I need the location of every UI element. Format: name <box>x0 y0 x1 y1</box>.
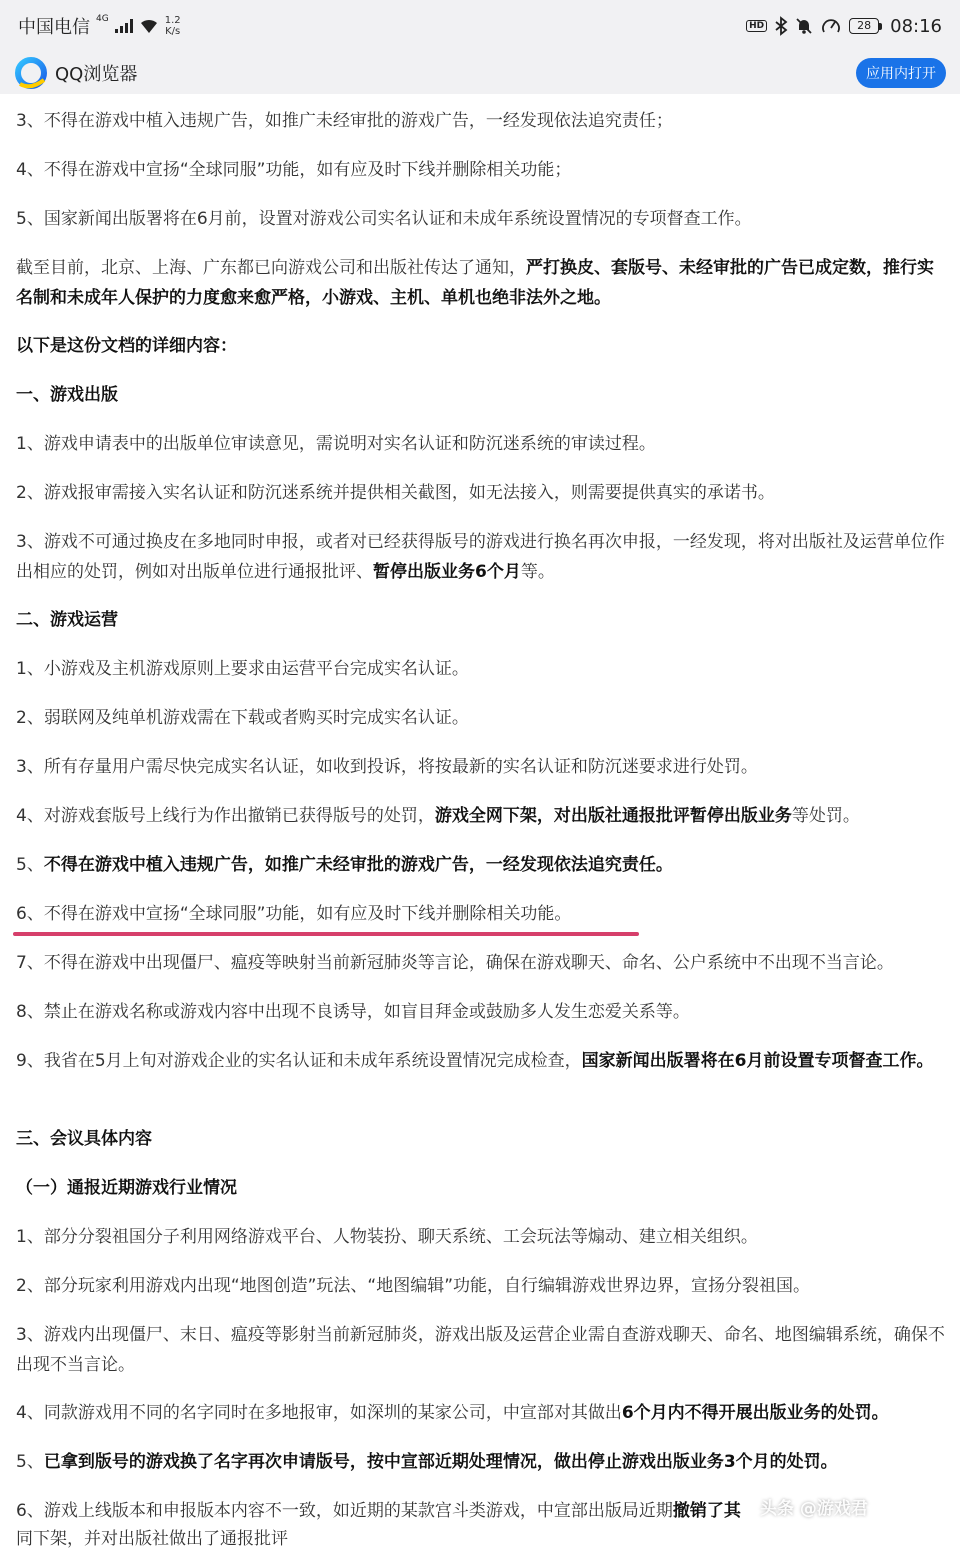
paragraph-bold-text: 已拿到版号的游戏换了名字再次申请版号，按中宣部近期处理情况，做出停止游戏出版业务3个月的处罚。 <box>43 1452 838 1472</box>
paragraph-text: 5、 <box>16 855 44 875</box>
paragraph: 7、不得在游戏中出现僵尸、瘟疫等映射当前新冠肺炎等言论，确保在游戏聊天、命名、公户系统中不出现不当言论。 <box>16 953 894 973</box>
paragraph <box>16 850 946 880</box>
paragraph-text: 4、同款游戏用不同的名字同时在多地报审，如深圳的某家公司，中宣部对其做出 <box>16 1403 622 1423</box>
section-heading: 二、游戏运营 <box>16 610 118 630</box>
paragraph-text: 5、 <box>16 1452 44 1472</box>
paragraph: 3、游戏内出现僵尸、末日、瘟疫等影射当前新冠肺炎，游戏出版及运营企业需自查游戏聊天、命名、地图编辑系统，确保不出现不当言论。 <box>16 1325 945 1375</box>
paragraph <box>16 253 946 313</box>
paragraph: 2、游戏报审需接入实名认证和防沉迷系统并提供相关截图，如无法接入，则需要提供真实的承诺书。 <box>16 483 775 503</box>
status-bar <box>0 0 960 52</box>
speed-value: 1.2 <box>164 15 181 26</box>
watermark: 头条 @游戏君 <box>760 1499 868 1519</box>
status-right <box>746 16 942 37</box>
section-heading: 三、会议具体内容 <box>16 1129 152 1149</box>
paragraph-bold-text: 国家新闻出版署将在6月前设置专项督查工作。 <box>581 1051 934 1071</box>
carrier-label: 中国电信 <box>18 17 90 38</box>
paragraph-text: 等处罚。 <box>791 806 860 826</box>
paragraph: 同下架，并对出版社做出了通报批评 <box>16 1529 288 1549</box>
article-content <box>0 94 960 1549</box>
wifi-icon <box>139 18 159 34</box>
paragraph: 2、部分玩家利用游戏内出现“地图创造”玩法、“地图编辑”功能，自行编辑游戏世界边界，宣扬分裂祖国。 <box>16 1276 811 1296</box>
paragraph: 1、部分分裂祖国分子利用网络游戏平台、人物装扮、聊天系统、工会玩法等煽动、建立相关组织。 <box>16 1227 758 1247</box>
browser-bar <box>0 52 960 94</box>
status-left <box>18 13 181 39</box>
section-heading: 一、游戏出版 <box>16 385 118 405</box>
clock: 08:16 <box>890 15 942 37</box>
paragraph <box>16 527 946 587</box>
paragraph <box>16 1398 946 1428</box>
paragraph: 1、小游戏及主机游戏原则上要求由运营平台完成实名认证。 <box>16 659 469 679</box>
paragraph: 以下是这份文档的详细内容： <box>16 336 237 356</box>
paragraph-bold-text: 撤销了其 <box>672 1501 741 1521</box>
paragraph-bold-text: 暂停出版业务6个月 <box>373 562 521 582</box>
open-in-app-button[interactable]: 应用内打开 <box>856 58 946 88</box>
battery-level: 28 <box>849 18 879 34</box>
network-type-label: 4G <box>96 14 109 24</box>
paragraph <box>16 1046 946 1076</box>
highlight-underline <box>13 932 639 936</box>
paragraph: 1、游戏申请表中的出版单位审读意见，需说明对实名认证和防沉迷系统的审读过程。 <box>16 434 656 454</box>
paragraph <box>16 1447 946 1477</box>
subsection-heading: （一）通报近期游戏行业情况 <box>16 1178 237 1198</box>
battery-icon <box>849 18 882 34</box>
paragraph: 3、所有存量用户需尽快完成实名认证，如收到投诉，将按最新的实名认证和防沉迷要求进行处罚。 <box>16 757 758 777</box>
paragraph-text: 9、我省在5月上旬对游戏企业的实名认证和未成年系统设置情况完成检查， <box>16 1051 582 1071</box>
paragraph: 6、不得在游戏中宣扬“全球同服”功能，如有应及时下线并删除相关功能。 <box>16 904 572 924</box>
speed-unit: K/s <box>165 26 181 37</box>
paragraph: 4、不得在游戏中宣扬“全球同服”功能，如有应及时下线并删除相关功能； <box>16 160 572 180</box>
mute-bell-icon <box>795 17 813 35</box>
paragraph-text: 6、游戏上线版本和申报版本内容不一致，如近期的某款宫斗类游戏，中宣部出版局近期 <box>16 1501 673 1521</box>
paragraph: 5、国家新闻出版署将在6月前，设置对游戏公司实名认证和未成年系统设置情况的专项督查工作。 <box>16 209 752 229</box>
paragraph-bold-text: 严打换皮、套版号、未经审批的广告已成定数，推行实名制和未成年人保护的力度愈来愈严格，小游戏、主机、单机也绝非法外之地。 <box>16 258 934 308</box>
browser-name: QQ浏览器 <box>55 64 138 85</box>
paragraph: 3、不得在游戏中植入违规广告，如推广未经审批的游戏广告，一经发现依法追究责任； <box>16 111 673 131</box>
bluetooth-icon <box>775 17 787 35</box>
paragraph-text: 等。 <box>520 562 555 582</box>
paragraph: 8、禁止在游戏名称或游戏内容中出现不良诱导，如盲目拜金或鼓励多人发生恋爱关系等。 <box>16 1002 690 1022</box>
speedometer-icon <box>821 17 841 35</box>
paragraph-text: 4、对游戏套版号上线行为作出撤销已获得版号的处罚， <box>16 806 435 826</box>
paragraph-bold-text: 6个月内不得开展出版业务的处罚。 <box>621 1403 889 1423</box>
paragraph-text: 截至目前，北京、上海、广东都已向游戏公司和出版社传达了通知， <box>16 258 526 278</box>
network-speed <box>165 15 181 37</box>
signal-icon <box>115 19 133 33</box>
paragraph-bold-text: 游戏全网下架，对出版社通报批评暂停出版业务 <box>434 806 792 826</box>
paragraph: 2、弱联网及纯单机游戏需在下载或者购买时完成实名认证。 <box>16 708 469 728</box>
qq-browser-logo-icon <box>14 56 48 90</box>
paragraph-bold-text: 不得在游戏中植入违规广告，如推广未经审批的游戏广告，一经发现依法追究责任。 <box>43 855 673 875</box>
paragraph <box>16 801 946 831</box>
paragraph-text: 3、游戏不可通过换皮在多地同时申报，或者对已经获得版号的游戏进行换名再次申报，一经发现，将对出版社及运营单位作出相应的处罚，例如对出版单位进行通报批评、 <box>16 532 945 582</box>
hd-badge: HD <box>746 20 767 32</box>
